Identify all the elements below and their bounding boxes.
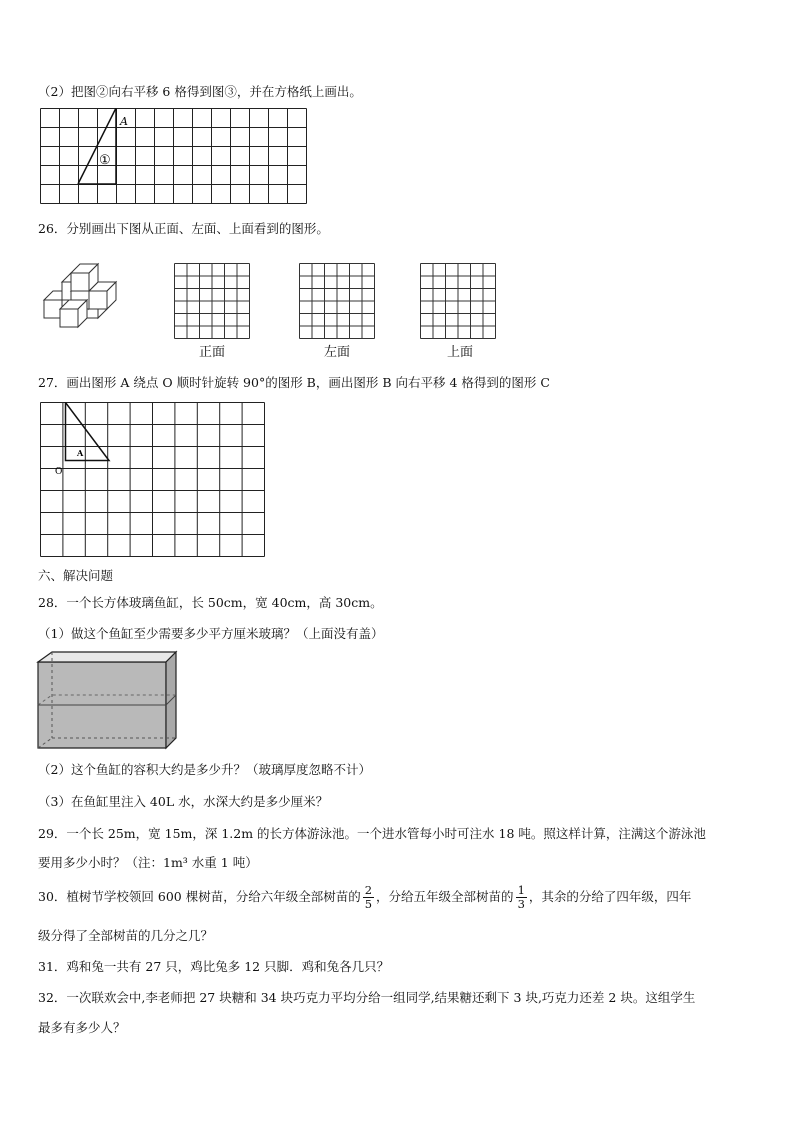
cube-stack-figure: [40, 262, 125, 332]
question-28-sub2: （2）这个鱼缸的容积大约是多少升？（玻璃厚度忽略不计）: [38, 762, 371, 777]
q30-part3: ，其余的分给了四年级，四年: [528, 889, 692, 904]
question-30-line1: [38, 880, 691, 914]
point-o-label: O: [55, 467, 63, 477]
question-31-text: 31．鸡和兔一共有 27 只，鸡比兔多 12 只脚．鸡和兔各几只？: [38, 959, 390, 974]
question-28-text: 28．一个长方体玻璃鱼缸，长 50cm，宽 40cm，高 30cm。: [38, 595, 383, 610]
fish-tank-figure: [36, 650, 178, 750]
grid-q27: [40, 402, 270, 560]
section-6-title: 六、解决问题: [38, 568, 114, 583]
frac1-numerator: 2: [364, 883, 373, 897]
figure-a-label: A: [77, 448, 84, 458]
fraction-one-third: [516, 884, 527, 911]
grid-q25: [40, 108, 308, 206]
frac2-numerator: 1: [517, 883, 525, 897]
question-26-text: 26．分别画出下图从正面、左面、上面看到的图形。: [38, 221, 329, 236]
question-28-sub1: （1）做这个鱼缸至少需要多少平方厘米玻璃？（上面没有盖）: [38, 626, 384, 641]
question-30-line2: 级分得了全部树苗的几分之几？: [38, 928, 214, 943]
frac1-denominator: 5: [364, 897, 373, 911]
frac2-denominator: 3: [517, 897, 525, 911]
shape-1-label: ①: [99, 153, 111, 168]
left-view-label: 左面: [324, 345, 351, 360]
question-29-line2: 要用多少小时？（注：1m³ 水重 1 吨）: [38, 855, 258, 870]
question-32-line1: 32．一次联欢会中,李老师把 27 块糖和 34 块巧克力平均分给一组同学,结果糖还剩下 3 块,巧克力还差 2 块。这组学生: [38, 990, 696, 1005]
front-view-label: 正面: [199, 345, 226, 360]
fraction-two-fifths: [363, 884, 374, 911]
question-27-text: 27．画出图形 A 绕点 O 顺时针旋转 90°的图形 B，画出图形 B 向右平移 4 格得到的图形 C: [38, 375, 550, 390]
figure-a-triangle: [66, 403, 110, 461]
top-view-label: 上面: [447, 345, 474, 360]
top-view-grid: [420, 263, 498, 341]
point-a-label: A: [120, 115, 128, 128]
front-view-grid: [174, 263, 252, 341]
question-25-2-text: （2）把图②向右平移 6 格得到图③，并在方格纸上画出。: [38, 84, 362, 99]
left-view-grid: [299, 263, 377, 341]
question-28-sub3: （3）在鱼缸里注入 40L 水，水深大约是多少厘米？: [38, 794, 329, 809]
question-32-line2: 最多有多少人？: [38, 1020, 126, 1035]
question-29-line1: 29．一个长 25m，宽 15m，深 1.2m 的长方体游泳池。一个进水管每小时可注水 18 吨。照这样计算，注满这个游泳池: [38, 826, 706, 841]
q30-part2: ，分给五年级全部树苗的: [376, 889, 514, 904]
q30-part1: 30．植树节学校领回 600 棵树苗，分给六年级全部树苗的: [38, 889, 361, 904]
